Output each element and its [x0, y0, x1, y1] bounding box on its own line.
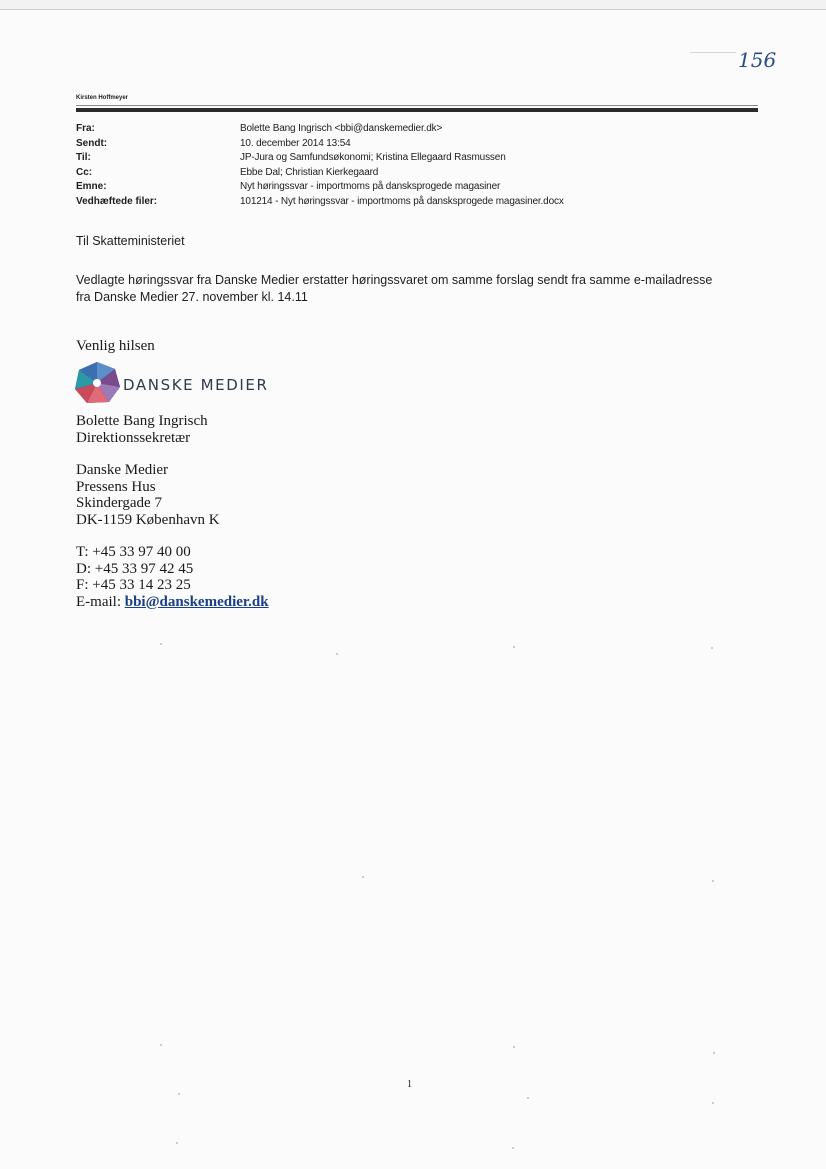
- scan-speck: [512, 1147, 514, 1149]
- email-header: [76, 122, 636, 209]
- body-text: [76, 272, 766, 306]
- address-city: DK-1159 København K: [76, 511, 220, 528]
- from-value: Bolette Bang Ingrisch <bbi@danskemedier.dk>: [240, 123, 443, 134]
- scan-speck: [712, 880, 714, 882]
- scan-speck: [336, 653, 338, 655]
- signature-title: Direktionssekretær: [76, 429, 191, 446]
- scan-speck: [711, 647, 713, 649]
- scan-speck: [160, 643, 162, 645]
- cc-label: Cc:: [76, 166, 93, 178]
- header-row-attachments: [76, 195, 636, 210]
- signature: [76, 413, 208, 446]
- scan-speck: [513, 1046, 515, 1048]
- header-row-subject: [76, 180, 636, 195]
- email-label: E-mail:: [76, 593, 121, 610]
- address-street: Skindergade 7: [76, 495, 162, 511]
- scan-speck: [712, 1102, 714, 1104]
- contact-block: [76, 544, 269, 610]
- address-org: Danske Medier: [76, 462, 169, 478]
- header-row-sent: [76, 137, 636, 152]
- header-row-from: [76, 122, 636, 137]
- header-row-cc: [76, 166, 636, 181]
- scan-speck: [362, 876, 364, 878]
- scan-speck: [160, 1044, 162, 1046]
- page-number: 1: [407, 1079, 412, 1090]
- to-label: Til:: [76, 152, 91, 163]
- header-row-to: [76, 151, 636, 166]
- address-building: Pressens Hus: [76, 478, 156, 495]
- email-link[interactable]: bbi@danskemedier.dk: [124, 593, 269, 610]
- attachments-value: 101214 - Nyt høringssvar - importmoms på dansksprogede magasiner.docx: [240, 195, 564, 207]
- subject-label: Emne:: [76, 181, 107, 192]
- body-line-1: Vedlagte høringssvar fra Danske Medier erstatter høringssvaret om samme forslag sendt fra samme e-mailadresse: [76, 273, 713, 287]
- greeting: Venlig hilsen: [76, 338, 155, 354]
- page-mark-line: [690, 52, 736, 53]
- salutation: Til Skatteministeriet: [76, 234, 185, 248]
- signature-name: Bolette Bang Ingrisch: [76, 413, 208, 429]
- scan-speck: [527, 1097, 529, 1099]
- body-line-2: fra Danske Medier 27. november kl. 14.11: [76, 290, 308, 304]
- contact-phone-d: D: +45 33 97 42 45: [76, 560, 194, 577]
- address-block: [76, 462, 220, 528]
- page-top-edge: [0, 0, 826, 10]
- subject-value: Nyt høringssvar - importmoms på dansksprogede magasiner: [240, 181, 501, 192]
- sender-name: Kirsten Hoffmeyer: [76, 95, 129, 101]
- scan-speck: [178, 1093, 180, 1095]
- header-rule-thin: [76, 105, 758, 106]
- scan-speck: [513, 646, 515, 648]
- sent-value: 10. december 2014 13:54: [240, 137, 351, 149]
- scan-speck: [176, 1142, 178, 1144]
- danske-medier-logo-icon: [73, 361, 121, 405]
- to-value: JP-Jura og Samfundsøkonomi; Kristina Ellegaard Rasmussen: [240, 152, 506, 163]
- contact-email-row: [76, 594, 269, 611]
- scan-speck: [713, 1052, 715, 1054]
- cc-value: Ebbe Dal; Christian Kierkegaard: [240, 166, 379, 178]
- from-label: Fra:: [76, 123, 95, 134]
- page-mark: 156: [738, 48, 777, 72]
- logo-text: DANSKE MEDIER: [123, 376, 269, 394]
- contact-fax: F: +45 33 14 23 25: [76, 577, 191, 593]
- attachments-label: Vedhæftede filer:: [76, 195, 158, 207]
- contact-phone-t: T: +45 33 97 40 00: [76, 544, 191, 560]
- sent-label: Sendt:: [76, 137, 108, 149]
- header-rule: [76, 108, 758, 112]
